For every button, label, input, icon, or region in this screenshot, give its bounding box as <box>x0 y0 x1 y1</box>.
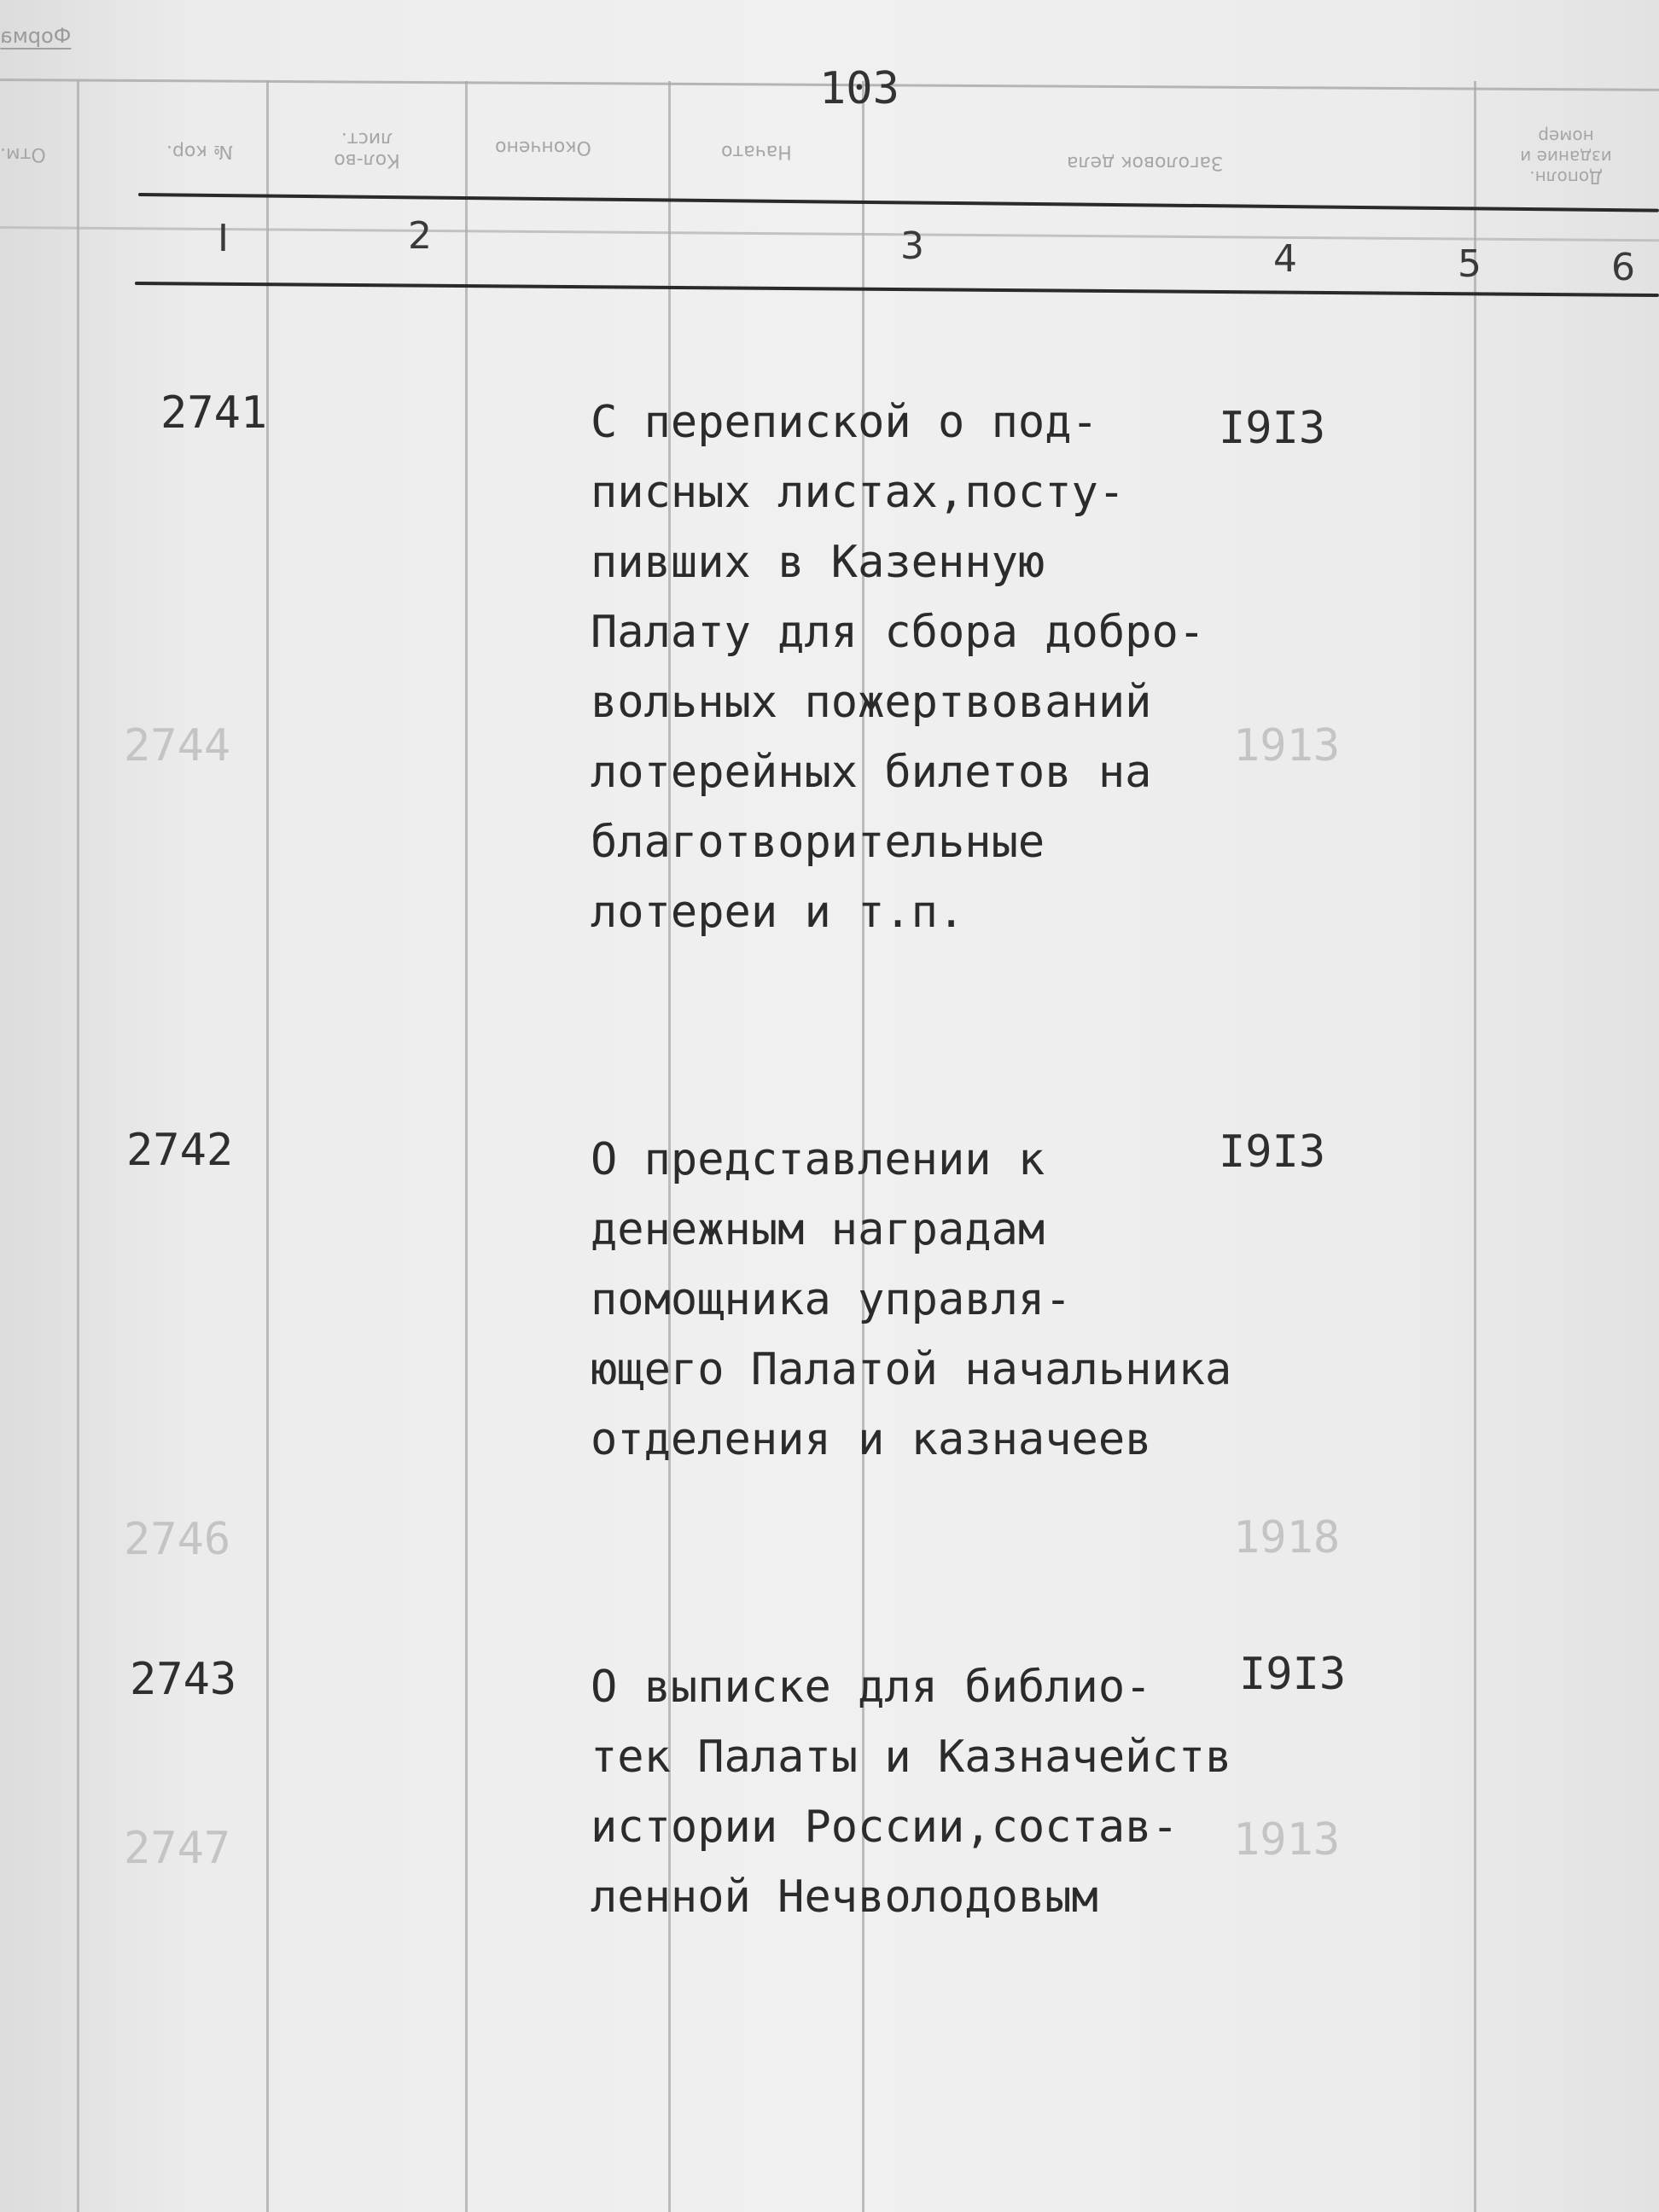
case-number: 2741 <box>160 387 268 439</box>
show-through-entry-number: 2744 <box>124 720 231 771</box>
show-through-entry-year: 1918 <box>1233 1512 1341 1563</box>
case-year: I9I3 <box>1219 1126 1326 1178</box>
column-number-5: 5 <box>1458 242 1481 286</box>
form-corner-mark: Форма <box>0 24 72 48</box>
column-number-4: 4 <box>1273 237 1297 281</box>
show-through-header-kol-vo: Кол-во лист. <box>334 128 400 171</box>
show-through-entry-year: 1913 <box>1233 1814 1341 1866</box>
case-title: С перепиской о под- писных листах,посту- пивших в Казенную Палату для сбора добро- вольных пожертвований лотерейных билетов на благотворительные лотереи и т.п. <box>591 397 1206 938</box>
header-rule-top <box>138 193 1659 212</box>
show-through-header-no-kor: № кор. <box>166 141 233 162</box>
column-number-2: 2 <box>408 214 432 258</box>
show-through-header-nachato: Начато <box>721 141 792 162</box>
show-through-header-zagolovok: Заголовок дела <box>1067 152 1224 173</box>
show-through-header-okoncheno: Окончено <box>495 137 591 158</box>
case-title: О представлении к денежным наградам помощника управля- ющего Палатой начальника отделения и казначеев <box>591 1134 1232 1465</box>
form-frame-bottom-line <box>0 226 1659 242</box>
header-rule-bottom <box>135 282 1659 297</box>
case-year: I9I3 <box>1219 403 1326 454</box>
case-number: 2742 <box>126 1125 234 1176</box>
column-number-3: 3 <box>900 224 924 268</box>
page-number: 103 <box>819 63 899 114</box>
column-number-6: 6 <box>1611 246 1635 289</box>
column-rule-3 <box>465 81 468 2212</box>
show-through-header-otm: Отм. <box>0 143 46 165</box>
case-title: О выписке для библио- тек Палаты и Казначейств истории России,состав- ленной Нечволодовым <box>591 1662 1232 1923</box>
case-number: 2743 <box>130 1654 237 1705</box>
show-through-entry-number: 2747 <box>124 1823 231 1874</box>
column-rule-6 <box>1474 81 1476 2212</box>
case-year: I9I3 <box>1239 1649 1347 1700</box>
show-through-entry-year: 1913 <box>1233 720 1341 771</box>
column-number-1: I <box>218 217 229 260</box>
column-rule-1 <box>77 81 79 2212</box>
show-through-header-dopoln: Дополн. издание и номер <box>1520 126 1612 188</box>
show-through-entry-number: 2746 <box>124 1514 231 1565</box>
